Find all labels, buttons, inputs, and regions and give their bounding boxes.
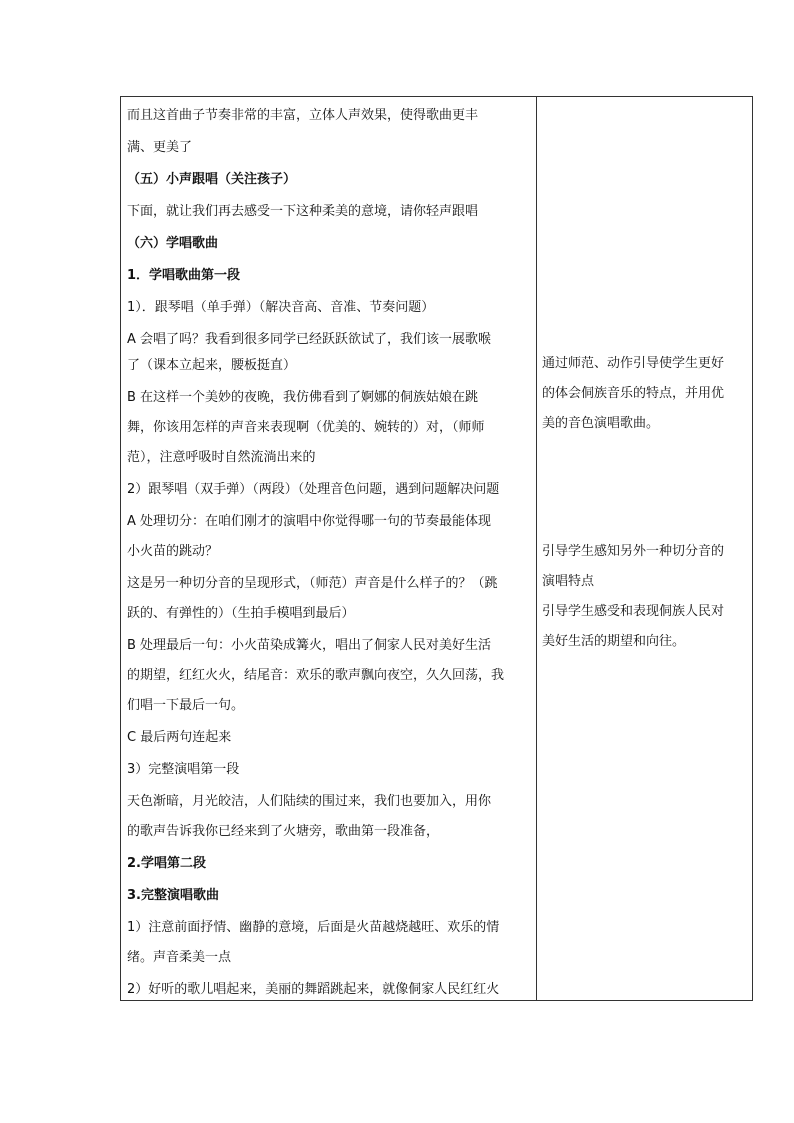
- text-line: 天色渐暗，月光皎洁，人们陆续的围过来，我们也要加入，用你: [127, 794, 492, 809]
- text-line: 2）跟琴唱（双手弹）（两段）（处理音色问题，遇到问题解决问题: [127, 482, 500, 497]
- text-line: B 在这样一个美妙的夜晚，我仿佛看到了婀娜的侗族姑娘在跳: [127, 390, 479, 405]
- text-line: 范），注意呼吸时自然流淌出来的: [127, 450, 316, 465]
- text-line: B 处理最后一句：小火苗染成篝火，唱出了侗家人民对美好生活: [127, 638, 492, 653]
- text-line: 3.完整演唱歌曲: [127, 888, 219, 903]
- text-line: 小火苗的跳动？: [127, 544, 219, 559]
- text-line: 跃的、有弹性的）（生拍手模唱到最后）: [127, 606, 355, 621]
- note-line: 演唱特点: [542, 574, 595, 589]
- text-line: 2）好听的歌儿唱起来，美丽的舞蹈跳起来，就像侗家人民红红火: [127, 982, 500, 997]
- note-line: 引导学生感受和表现侗族人民对: [542, 604, 725, 619]
- text-line: A 会唱了吗？我看到很多同学已经跃跃欲试了，我们该一展歌喉: [127, 332, 492, 347]
- note-line: 引导学生感知另外一种切分音的: [542, 544, 725, 559]
- text-line: 1．学唱歌曲第一段: [127, 268, 241, 283]
- note-line: 美的音色演唱歌曲。: [542, 416, 660, 431]
- text-line: 而且这首曲子节奏非常的丰富，立体人声效果，使得歌曲更丰: [127, 108, 479, 123]
- text-line: 舞，你该用怎样的声音来表现啊（优美的、婉转的）对，（师师: [127, 420, 485, 435]
- text-line: A 处理切分：在咱们刚才的演唱中你觉得哪一句的节奏最能体现: [127, 514, 492, 529]
- text-line: 下面，就让我们再去感受一下这种柔美的意境，请你轻声跟唱: [127, 204, 479, 219]
- note-line: 通过师范、动作引导使学生更好: [542, 356, 725, 371]
- text-line: 绪。声音柔美一点: [127, 950, 232, 965]
- note-line: 美好生活的期望和向往。: [542, 634, 686, 649]
- text-line: 满、更美了: [127, 140, 193, 155]
- text-line: 们唱一下最后一句。: [127, 698, 245, 713]
- text-line: 的期望，红红火火，结尾音：欢乐的歌声飘向夜空，久久回荡，我: [127, 668, 505, 683]
- text-line: 1）．跟琴唱（单手弹）（解决音高、音准、节奏问题）: [127, 300, 435, 315]
- text-line: 的歌声告诉我你已经来到了火塘旁，歌曲第一段准备，: [127, 824, 440, 839]
- column-divider: [536, 97, 537, 1000]
- text-line: 这是另一种切分音的呈现形式，（师范）声音是什么样子的？（跳: [127, 576, 498, 591]
- text-line: 1）注意前面抒情、幽静的意境，后面是火苗越烧越旺、欢乐的情: [127, 920, 500, 935]
- text-line: （五）小声跟唱（关注孩子）: [127, 172, 297, 187]
- text-line: C 最后两句连起来: [127, 730, 232, 745]
- lesson-plan-table: [120, 96, 753, 1001]
- text-line: 3）完整演唱第一段: [127, 762, 240, 777]
- text-line: （六）学唱歌曲: [127, 236, 219, 251]
- note-line: 的体会侗族音乐的特点，并用优: [542, 386, 725, 401]
- text-line: 2.学唱第二段: [127, 856, 206, 871]
- text-line: 了（课本立起来，腰板挺直）: [127, 358, 297, 373]
